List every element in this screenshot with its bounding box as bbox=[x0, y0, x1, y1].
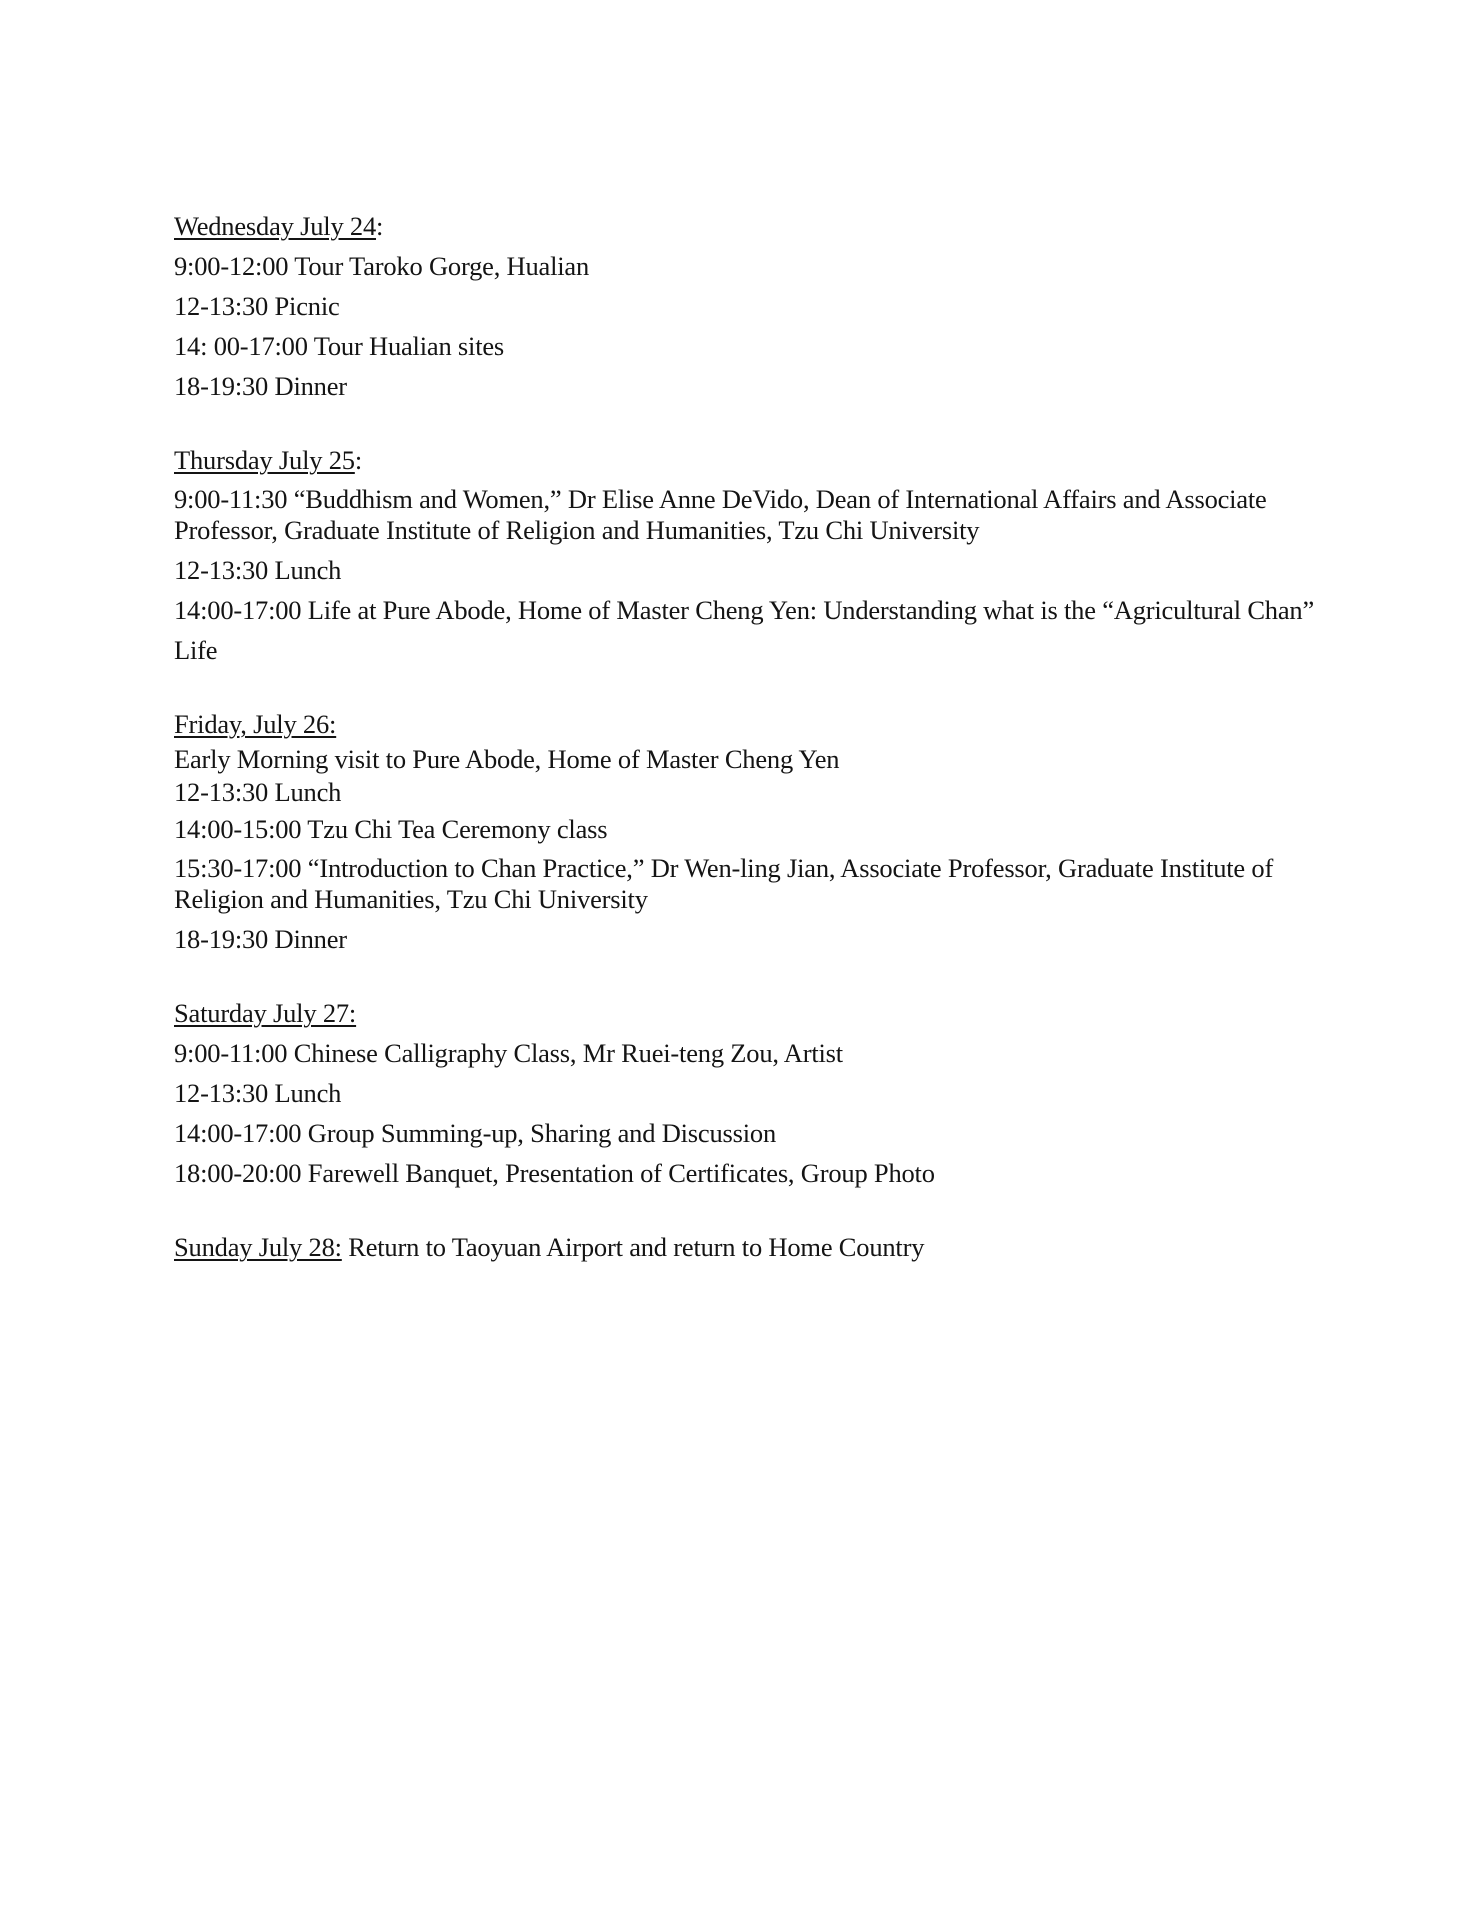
schedule-item: 18-19:30 Dinner bbox=[174, 924, 347, 954]
schedule-item: Return to Taoyuan Airport and return to Home Country bbox=[341, 1232, 925, 1262]
day-heading: Saturday July 27: bbox=[174, 998, 357, 1028]
day-section-sunday bbox=[174, 1227, 1354, 1267]
schedule-page bbox=[174, 206, 1354, 1267]
schedule-item: 15:30-17:00 “Introduction to Chan Practice,” Dr Wen-ling Jian, Associate Professor, Graduate Institute of Religion and Humanities, Tzu Chi University bbox=[174, 853, 1274, 914]
schedule-item: 9:00-12:00 Tour Taroko Gorge, Hualian bbox=[174, 251, 590, 281]
day-heading: Sunday July 28: bbox=[174, 1232, 342, 1262]
schedule-item: 14:00-15:00 Tzu Chi Tea Ceremony class bbox=[174, 814, 608, 844]
schedule-item: Early Morning visit to Pure Abode, Home of Master Cheng Yen bbox=[174, 744, 840, 774]
day-section-thursday bbox=[174, 440, 1354, 670]
schedule-item: 12-13:30 Picnic bbox=[174, 291, 340, 321]
schedule-item: 14:00-17:00 Group Summing-up, Sharing and Discussion bbox=[174, 1118, 777, 1148]
day-section-saturday bbox=[174, 993, 1354, 1193]
schedule-item: 12-13:30 Lunch bbox=[174, 555, 342, 585]
day-section-friday bbox=[174, 704, 1354, 959]
day-heading: Wednesday July 24: bbox=[174, 211, 384, 241]
schedule-item: 18-19:30 Dinner bbox=[174, 371, 347, 401]
day-heading: Thursday July 25: bbox=[174, 445, 362, 475]
schedule-item: 14:00-17:00 Life at Pure Abode, Home of Master Cheng Yen: Understanding what is the “Agricultural Chan” Life bbox=[174, 595, 1315, 665]
schedule-item: 9:00-11:30 “Buddhism and Women,” Dr Elise Anne DeVido, Dean of International Affairs and Associate Professor, Graduate Institute of Religion and Humanities, Tzu Chi University bbox=[174, 484, 1267, 545]
schedule-item: 14: 00-17:00 Tour Hualian sites bbox=[174, 331, 505, 361]
day-heading: Friday, July 26: bbox=[174, 709, 337, 739]
schedule-item: 9:00-11:00 Chinese Calligraphy Class, Mr Ruei-teng Zou, Artist bbox=[174, 1038, 843, 1068]
day-section-wednesday bbox=[174, 206, 1354, 406]
schedule-item: 12-13:30 Lunch bbox=[174, 777, 342, 807]
schedule-item: 12-13:30 Lunch bbox=[174, 1078, 342, 1108]
schedule-item: 18:00-20:00 Farewell Banquet, Presentation of Certificates, Group Photo bbox=[174, 1158, 935, 1188]
